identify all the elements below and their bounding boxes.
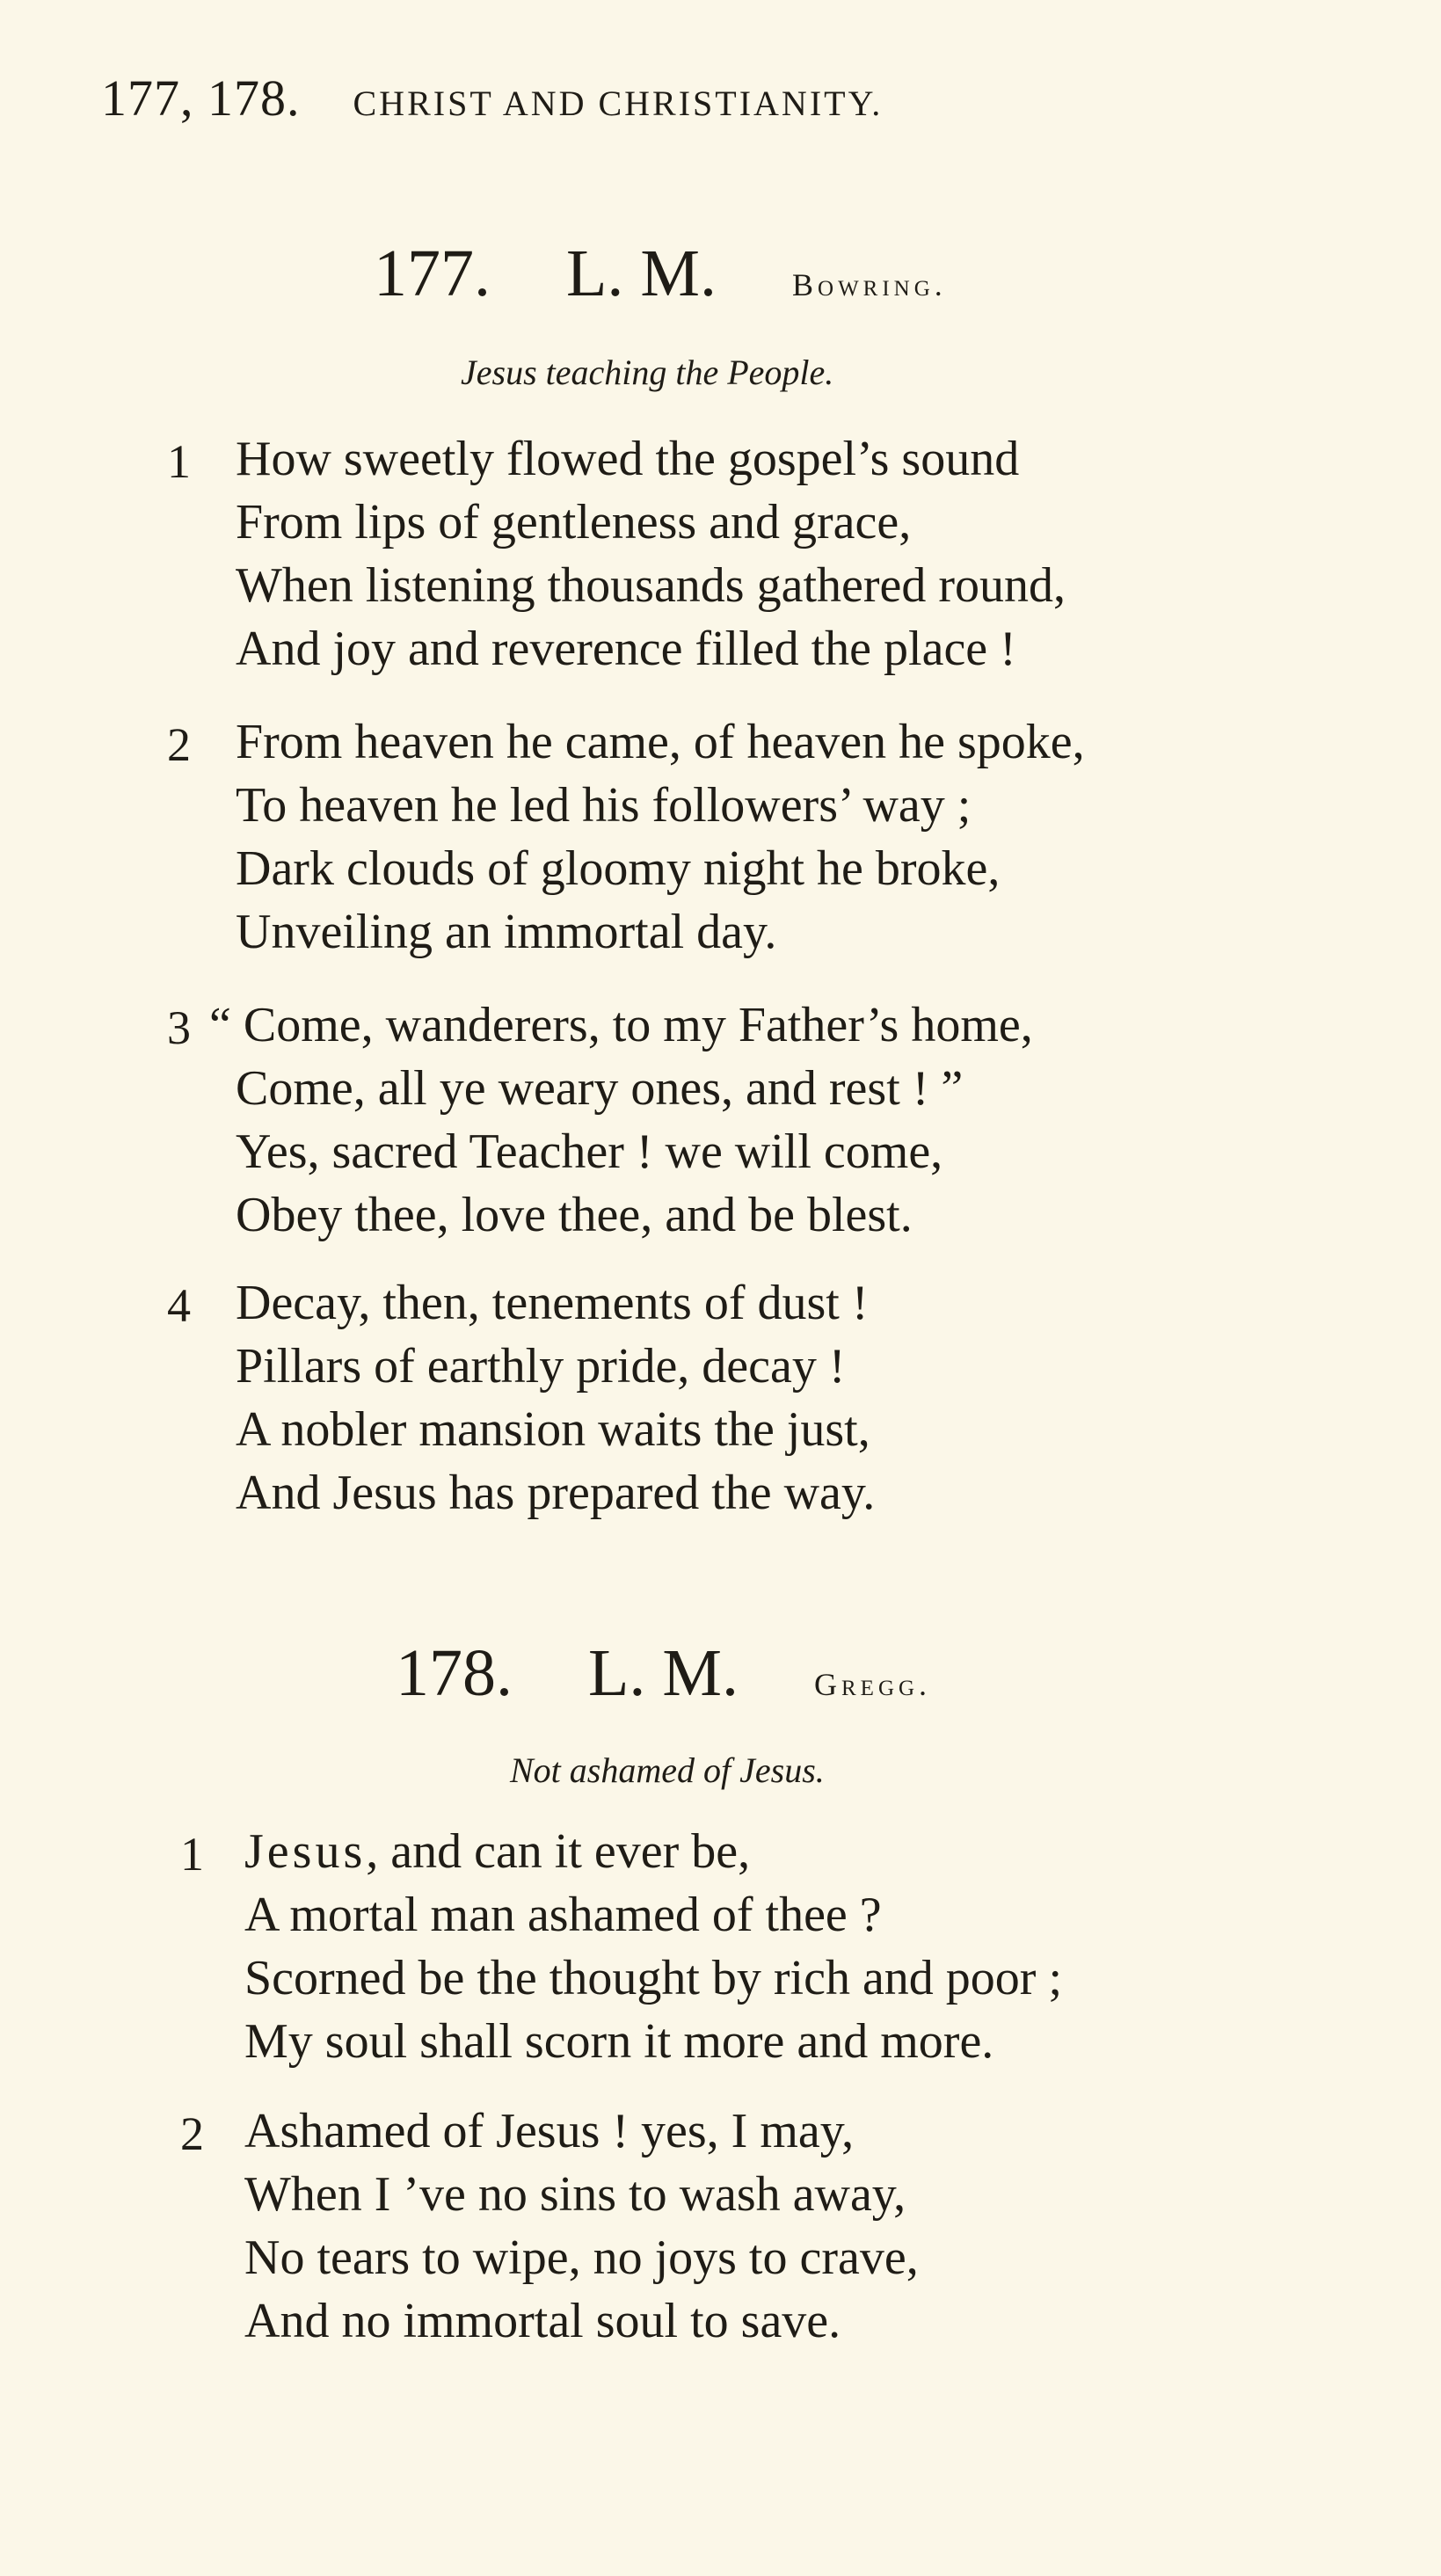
verse-line: From lips of gentleness and grace, bbox=[236, 495, 912, 549]
running-header bbox=[101, 69, 883, 127]
stanza-number: 1 bbox=[180, 1828, 204, 1881]
verse-line: No tears to wipe, no joys to crave, bbox=[244, 2230, 919, 2285]
first-word: Jesus bbox=[244, 1824, 367, 1879]
hymn-number: 178. bbox=[396, 1636, 513, 1710]
verse-line: Dark clouds of gloomy night he broke, bbox=[236, 841, 1001, 896]
verse-line: And no immortal soul to save. bbox=[244, 2294, 841, 2348]
verse-line: When listening thousands gathered round, bbox=[236, 558, 1066, 613]
verse-line: And joy and reverence filled the place ! bbox=[236, 622, 1016, 676]
stanza-number: 1 bbox=[167, 435, 191, 488]
hymn-178-heading bbox=[396, 1635, 931, 1712]
running-title: CHRIST AND CHRISTIANITY. bbox=[353, 84, 884, 123]
verse-line: From heaven he came, of heaven he spoke, bbox=[236, 715, 1085, 769]
hymn-meter: L. M. bbox=[588, 1636, 739, 1710]
hymn-tune: Bowring. bbox=[792, 267, 947, 302]
hymn-178-subtitle: Not ashamed of Jesus. bbox=[510, 1750, 825, 1790]
verse-line: A nobler mansion waits the just, bbox=[236, 1402, 870, 1457]
verse-line: Ashamed of Jesus ! yes, I may, bbox=[244, 2104, 855, 2158]
verse-line: And Jesus has prepared the way. bbox=[236, 1466, 876, 1520]
verse-line: Unveiling an immortal day. bbox=[236, 905, 777, 959]
verse-line: A mortal man ashamed of thee ? bbox=[244, 1888, 882, 1942]
hymn-177-subtitle: Jesus teaching the People. bbox=[461, 353, 834, 392]
verse-line: Yes, sacred Teacher ! we will come, bbox=[236, 1124, 943, 1179]
hymn-tune: Gregg. bbox=[814, 1667, 932, 1702]
verse-line: Decay, then, tenements of dust ! bbox=[236, 1276, 869, 1330]
verse-line: How sweetly flowed the gospel’s sound bbox=[236, 432, 1020, 486]
verse-line: “ Come, wanderers, to my Father’s home, bbox=[209, 998, 1033, 1052]
hymn-meter: L. M. bbox=[566, 236, 717, 310]
verse-line: Scorned be the thought by rich and poor ; bbox=[244, 1951, 1063, 2005]
verse-line: Pillars of earthly pride, decay ! bbox=[236, 1339, 846, 1394]
stanza-number: 4 bbox=[167, 1279, 191, 1332]
stanza-number: 2 bbox=[167, 718, 191, 771]
stanza-number: 2 bbox=[180, 2107, 204, 2160]
verse-line bbox=[244, 1824, 751, 1879]
stanza-number: 3 bbox=[167, 1001, 191, 1054]
verse-line: Come, all ye weary ones, and rest ! ” bbox=[236, 1061, 964, 1116]
page-numbers: 177, 178. bbox=[101, 69, 301, 127]
hymn-number: 177. bbox=[374, 236, 491, 310]
verse-line: When I ’ve no sins to wash away, bbox=[244, 2167, 906, 2222]
hymn-177-heading bbox=[374, 236, 947, 312]
verse-line: To heaven he led his followers’ way ; bbox=[236, 778, 972, 833]
first-line-rest: , and can it ever be, bbox=[366, 1824, 751, 1879]
verse-line: My soul shall scorn it more and more. bbox=[244, 2014, 994, 2069]
verse-line: Obey thee, love thee, and be blest. bbox=[236, 1188, 913, 1242]
